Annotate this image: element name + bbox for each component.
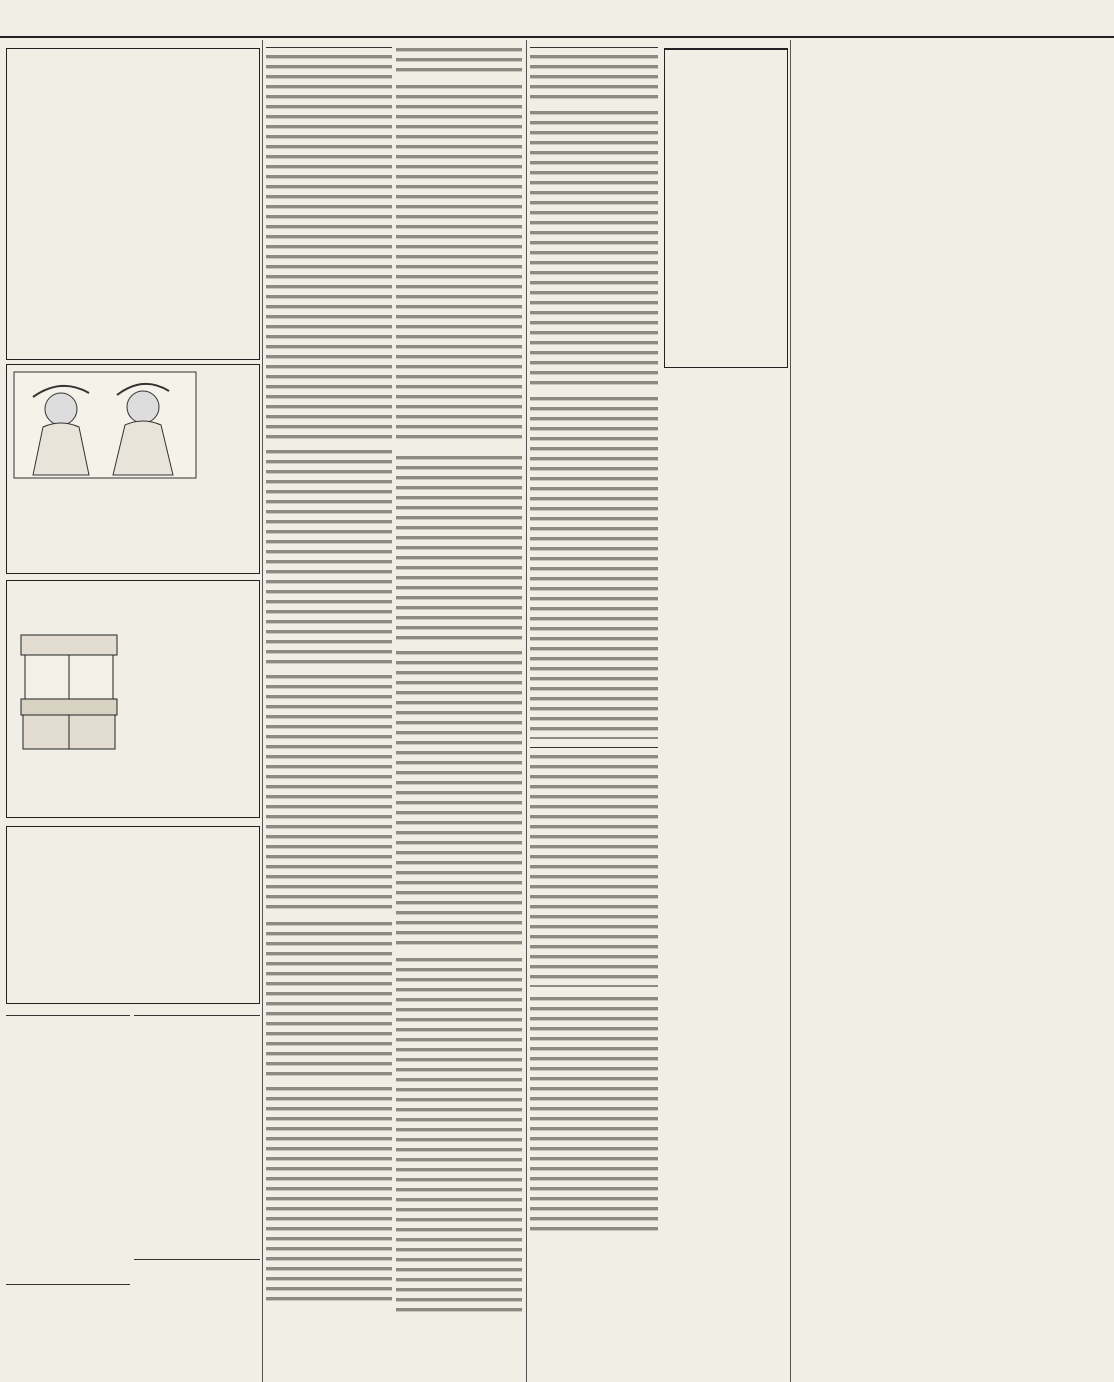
column-rule <box>526 40 527 1382</box>
column-rule <box>790 40 791 1382</box>
howell-advert <box>6 826 260 1004</box>
text-columns-placeholder <box>396 647 522 947</box>
text-columns-placeholder <box>530 993 658 1233</box>
text-columns-placeholder <box>530 393 658 739</box>
text-columns-placeholder <box>266 671 392 911</box>
column-rule <box>262 40 263 1382</box>
hydro-body-text <box>266 51 392 443</box>
enemy-advert <box>134 1012 260 1252</box>
text-columns-placeholder <box>530 751 658 987</box>
hydro-electric-column-2 <box>396 44 522 1378</box>
hydro-electric-column <box>266 44 392 1378</box>
text-columns-placeholder <box>530 51 658 101</box>
sideboard-illustration <box>15 625 125 755</box>
martin-furniture-advert <box>6 580 260 818</box>
enemy-body <box>134 1019 260 1169</box>
text-columns-placeholder <box>266 51 392 443</box>
text-columns-placeholder <box>266 446 392 664</box>
text-columns-placeholder <box>266 1083 392 1303</box>
text-columns-placeholder <box>396 452 522 640</box>
column-four <box>664 48 788 1378</box>
banks-college-advert <box>6 1012 130 1378</box>
text-columns-placeholder <box>396 44 522 74</box>
text-columns-placeholder <box>530 107 658 387</box>
text-columns-placeholder <box>396 954 522 1314</box>
bond-advert <box>134 1256 260 1376</box>
mcgruer-advert <box>6 48 260 360</box>
text-columns-placeholder <box>266 918 392 1076</box>
text-columns-placeholder <box>396 81 522 445</box>
dress-models-illustration <box>13 371 197 479</box>
masthead-bar <box>0 0 1114 38</box>
banks-body <box>6 1019 130 1281</box>
stratford-news-column <box>530 44 658 1378</box>
ambury-advert <box>6 364 260 574</box>
